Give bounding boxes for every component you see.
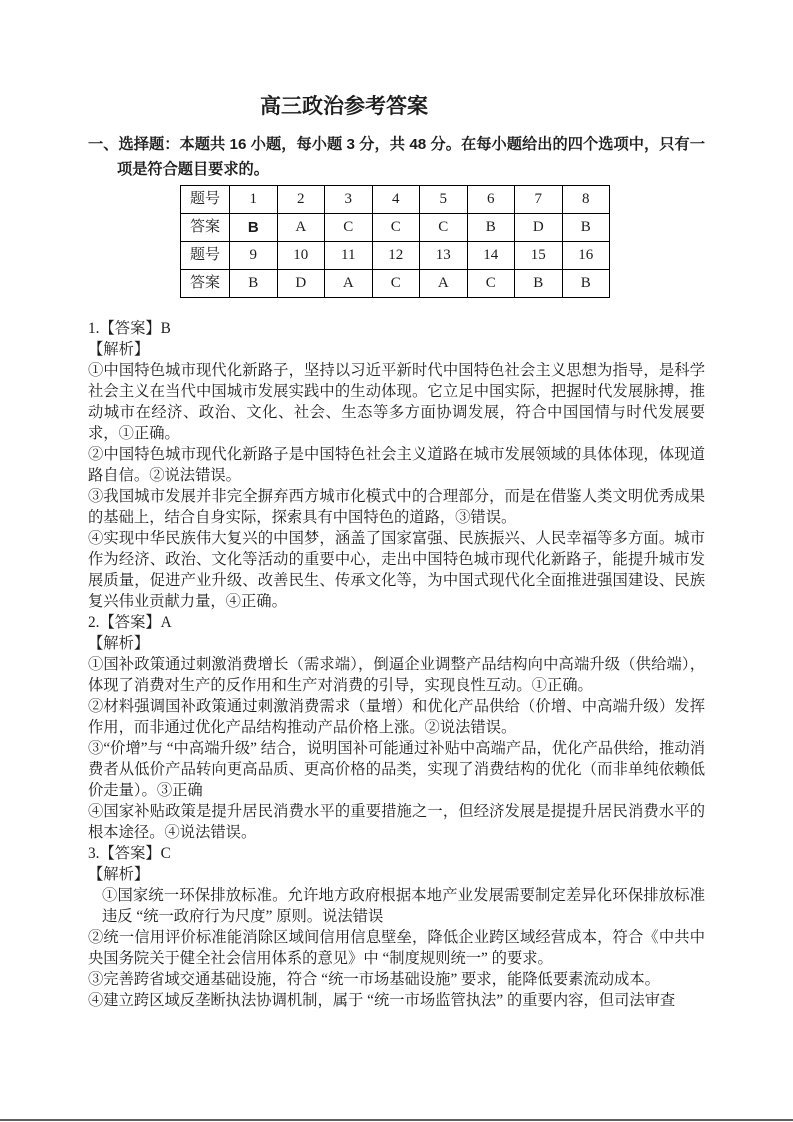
row-label: 题号 [181, 186, 230, 214]
question-number-cell: 12 [372, 242, 420, 270]
explanation-point: ②中国特色城市现代化新路子是中国特色社会主义道路在城市发展领域的具体体现，体现道路自信。②说法错误。 [88, 446, 705, 484]
explanation-point: ②材料强调国补政策通过刺激消费需求（量增）和优化产品供给（价增、中高端升级）发挥作用，而非通过优化产品结构推动产品价格上涨。②说法错误。 [88, 698, 705, 736]
answer-line: 1.【答案】B [88, 320, 171, 337]
question-number-cell: 2 [277, 186, 325, 214]
explanation-point: ①中国特色城市现代化新路子，坚持以习近平新时代中国特色社会主义思想为指导，是科学社会主义在当代中国城市发展实践中的生动体现。它立足中国实际，把握时代发展脉搏，推动城市在经济、政治、文化、社会、生态等多方面协调发展，符合中国国情与时代发展要求，①正确。 [88, 362, 705, 442]
explanations-block [88, 318, 705, 1011]
document-title: 高三政治参考答案 [260, 95, 428, 118]
table-row-question-numbers-2 [181, 242, 610, 270]
answer-cell: B [562, 270, 610, 298]
answer-cell: B [230, 214, 278, 242]
question-number-cell: 11 [325, 242, 373, 270]
answer-table [180, 185, 610, 298]
question-number-cell: 9 [230, 242, 278, 270]
explanation-point: ③完善跨省域交通基础设施，符合 “统一市场基础设施” 要求，能降低要素流动成本。 [88, 971, 660, 988]
explanation-point: ①国补政策通过刺激消费增长（需求端），倒逼企业调整产品结构向中高端升级（供给端），体现了消费对生产的反作用和生产对消费的引导，实现良性互动。①正确。 [88, 656, 705, 694]
explanation-point: ③“价增”与 “中高端升级” 结合，说明国补可能通过补贴中高端产品，优化产品供给，推动消费者从低价产品转向更高品质、更高价格的品类，实现了消费结构的优化（而非单纯依赖低价走量）。③正确 [88, 740, 705, 799]
answer-line: 3.【答案】C [88, 845, 171, 862]
answer-cell: A [277, 214, 325, 242]
question-number-cell: 6 [467, 186, 515, 214]
row-label: 题号 [181, 242, 230, 270]
question-number-cell: 3 [325, 186, 373, 214]
scan-bottom-edge [0, 1119, 793, 1122]
answer-cell: C [372, 270, 420, 298]
explanation-question-1 [88, 318, 705, 612]
explanation-question-2 [88, 612, 705, 843]
row-label: 答案 [181, 270, 230, 298]
question-number-cell: 14 [467, 242, 515, 270]
analysis-label: 【解析】 [88, 341, 150, 358]
answer-cell: A [420, 270, 468, 298]
answer-cell: C [372, 214, 420, 242]
question-number-cell: 10 [277, 242, 325, 270]
explanation-point: ④实现中华民族伟大复兴的中国梦，涵盖了国家富强、民族振兴、人民幸福等多方面。城市作为经济、政治、文化等活动的重要中心，走出中国特色城市现代化新路子，能提升城市发展质量，促进产业升级、改善民生、传承文化等，为中国式现代化全面推进强国建设、民族复兴伟业贡献力量，④正确。 [88, 530, 705, 610]
answer-cell: B [562, 214, 610, 242]
answer-cell: D [277, 270, 325, 298]
question-number-cell: 4 [372, 186, 420, 214]
answer-cell: B [467, 214, 515, 242]
explanation-point: ④国家补贴政策是提升居民消费水平的重要措施之一，但经济发展是提提升居民消费水平的根本途径。④说法错误。 [88, 803, 705, 841]
explanation-question-3 [88, 843, 705, 1011]
analysis-label: 【解析】 [88, 866, 150, 883]
row-label: 答案 [181, 214, 230, 242]
explanation-point: ②统一信用评价标准能消除区域间信用信息壁垒，降低企业跨区域经营成本，符合《中共中央国务院关于健全社会信用体系的意见》中 “制度规则统一” 的要求。 [88, 929, 705, 967]
answer-cell: C [325, 214, 373, 242]
question-number-cell: 16 [562, 242, 610, 270]
answer-cell: B [230, 270, 278, 298]
answer-cell: C [467, 270, 515, 298]
question-number-cell: 5 [420, 186, 468, 214]
explanation-point: ①国家统一环保排放标准。允许地方政府根据本地产业发展需要制定差异化环保排放标准违反 “统一政府行为尺度” 原则。说法错误 [102, 887, 705, 925]
question-number-cell: 15 [515, 242, 563, 270]
question-number-cell: 7 [515, 186, 563, 214]
explanation-point: ④建立跨区域反垄断执法协调机制，属于 “统一市场监管执法” 的重要内容，但司法审查 [88, 992, 676, 1009]
table-row-answers-1 [181, 214, 610, 242]
answer-cell: A [325, 270, 373, 298]
answer-cell: B [515, 270, 563, 298]
analysis-label: 【解析】 [88, 635, 150, 652]
question-number-cell: 1 [230, 186, 278, 214]
answer-line: 2.【答案】A [88, 614, 172, 631]
table-row-question-numbers-1 [181, 186, 610, 214]
answer-cell: C [420, 214, 468, 242]
question-number-cell: 8 [562, 186, 610, 214]
explanation-point: ③我国城市发展并非完全摒弃西方城市化模式中的合理部分，而是在借鉴人类文明优秀成果的基础上，结合自身实际，探索具有中国特色的道路，③错误。 [88, 488, 705, 526]
section-heading: 一、选择题：本题共 16 小题，每小题 3 分，共 48 分。在每小题给出的四个选项中，只有一项是符合题目要求的。 [88, 136, 705, 178]
answer-cell: D [515, 214, 563, 242]
question-number-cell: 13 [420, 242, 468, 270]
table-row-answers-2 [181, 270, 610, 298]
